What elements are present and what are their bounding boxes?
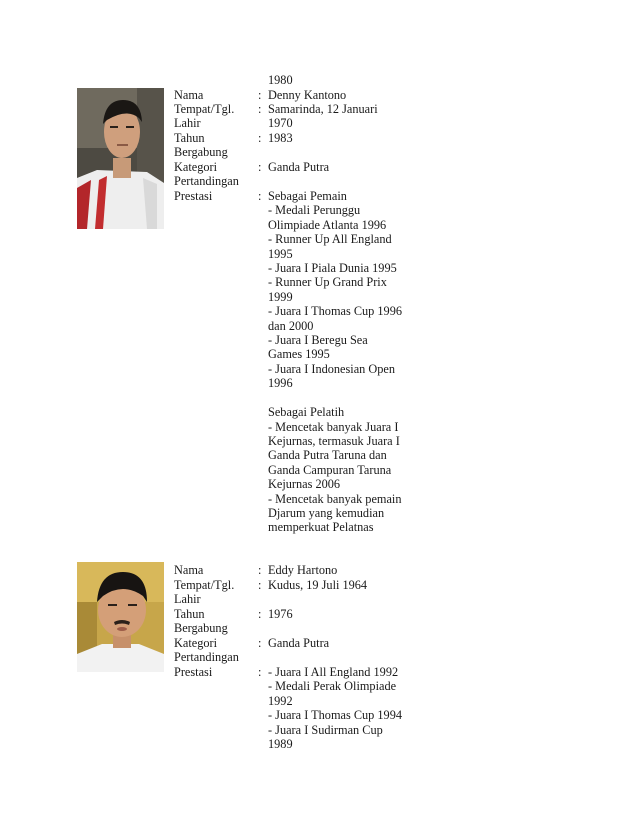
achievement-line: - Juara I Piala Dunia 1995: [268, 261, 397, 276]
player-photo-denny-kantono: [77, 88, 164, 229]
player-name: Eddy Hartono: [268, 563, 338, 577]
achievement-line: Sebagai Pemain: [268, 189, 347, 203]
separator-colon: :: [258, 160, 262, 174]
achievement-line: - Juara I Sudirman Cup: [268, 722, 383, 737]
label-prestasi: Prestasi: [174, 189, 213, 203]
achievement-line: - Juara I Thomas Cup 1996: [268, 304, 402, 319]
separator-colon: :: [258, 607, 262, 621]
label-tempat-tgl-lahir: Tempat/Tgl. Lahir: [174, 102, 235, 131]
achievement-line: Ganda Campuran Taruna: [268, 462, 392, 477]
achievement-line: - Mencetak banyak Juara I: [268, 419, 399, 434]
separator-colon: :: [258, 189, 262, 203]
separator-colon: :: [258, 665, 262, 679]
player-photo-eddy-hartono: [77, 562, 164, 672]
label-tahun-bergabung: Tahun Bergabung: [174, 607, 228, 636]
achievement-line: - Medali Perunggu: [268, 203, 361, 218]
blank-line: [268, 391, 413, 405]
achievement-line: - Runner Up All England: [268, 232, 392, 247]
achievement-line: Olimpiade Atlanta 1996: [268, 217, 387, 232]
separator-colon: :: [258, 578, 262, 592]
achievement-line: - Medali Perak Olimpiade: [268, 679, 397, 694]
achievement-line: 1995: [268, 246, 293, 261]
achievement-line: - Runner Up Grand Prix: [268, 275, 387, 290]
birth-place-date: Samarinda, 12 Januari 1970: [268, 102, 378, 131]
achievement-line: - Juara I Beregu Sea: [268, 333, 368, 348]
separator-colon: :: [258, 636, 262, 650]
achievement-line: Kejurnas, termasuk Juara I: [268, 433, 400, 448]
label-prestasi: Prestasi: [174, 665, 213, 679]
competition-category: Ganda Putra: [268, 636, 330, 650]
achievement-line: 1992: [268, 693, 293, 708]
separator-colon: :: [258, 131, 262, 145]
achievement-line: Sebagai Pelatih: [268, 405, 345, 420]
label-tahun-bergabung: Tahun Bergabung: [174, 131, 228, 160]
separator-colon: :: [258, 563, 262, 577]
achievement-line: 1996: [268, 376, 293, 391]
player-name: Denny Kantono: [268, 88, 347, 102]
separator-colon: :: [258, 102, 262, 116]
achievement-line: Kejurnas 2006: [268, 477, 341, 492]
achievement-line: Ganda Putra Taruna dan: [268, 448, 387, 463]
year-joined: 1976: [268, 607, 293, 621]
label-tempat-tgl-lahir: Tempat/Tgl. Lahir: [174, 578, 235, 607]
separator-colon: :: [258, 88, 262, 102]
label-kategori-pertandingan: Kategori Pertandingan: [174, 636, 239, 665]
achievement-line: 1989: [268, 737, 293, 752]
achievement-line: Djarum yang kemudian: [268, 505, 385, 520]
achievements-list: [268, 665, 413, 751]
achievement-line: - Juara I Thomas Cup 1994: [268, 708, 402, 723]
achievement-line: dan 2000: [268, 318, 314, 333]
label-nama: Nama: [174, 563, 204, 577]
competition-category: Ganda Putra: [268, 160, 330, 174]
achievement-line: - Juara I Indonesian Open: [268, 361, 396, 376]
label-kategori-pertandingan: Kategori Pertandingan: [174, 160, 239, 189]
achievements-list: [268, 189, 413, 535]
previous-entry-year: 1980: [268, 73, 293, 87]
achievement-line: 1999: [268, 289, 293, 304]
birth-place-date: Kudus, 19 Juli 1964: [268, 578, 368, 592]
achievement-line: Games 1995: [268, 347, 330, 362]
year-joined: 1983: [268, 131, 293, 145]
achievement-line: memperkuat Pelatnas: [268, 520, 374, 535]
achievement-line: - Mencetak banyak pemain: [268, 491, 402, 506]
label-nama: Nama: [174, 88, 204, 102]
achievement-line: - Juara I All England 1992: [268, 665, 399, 679]
